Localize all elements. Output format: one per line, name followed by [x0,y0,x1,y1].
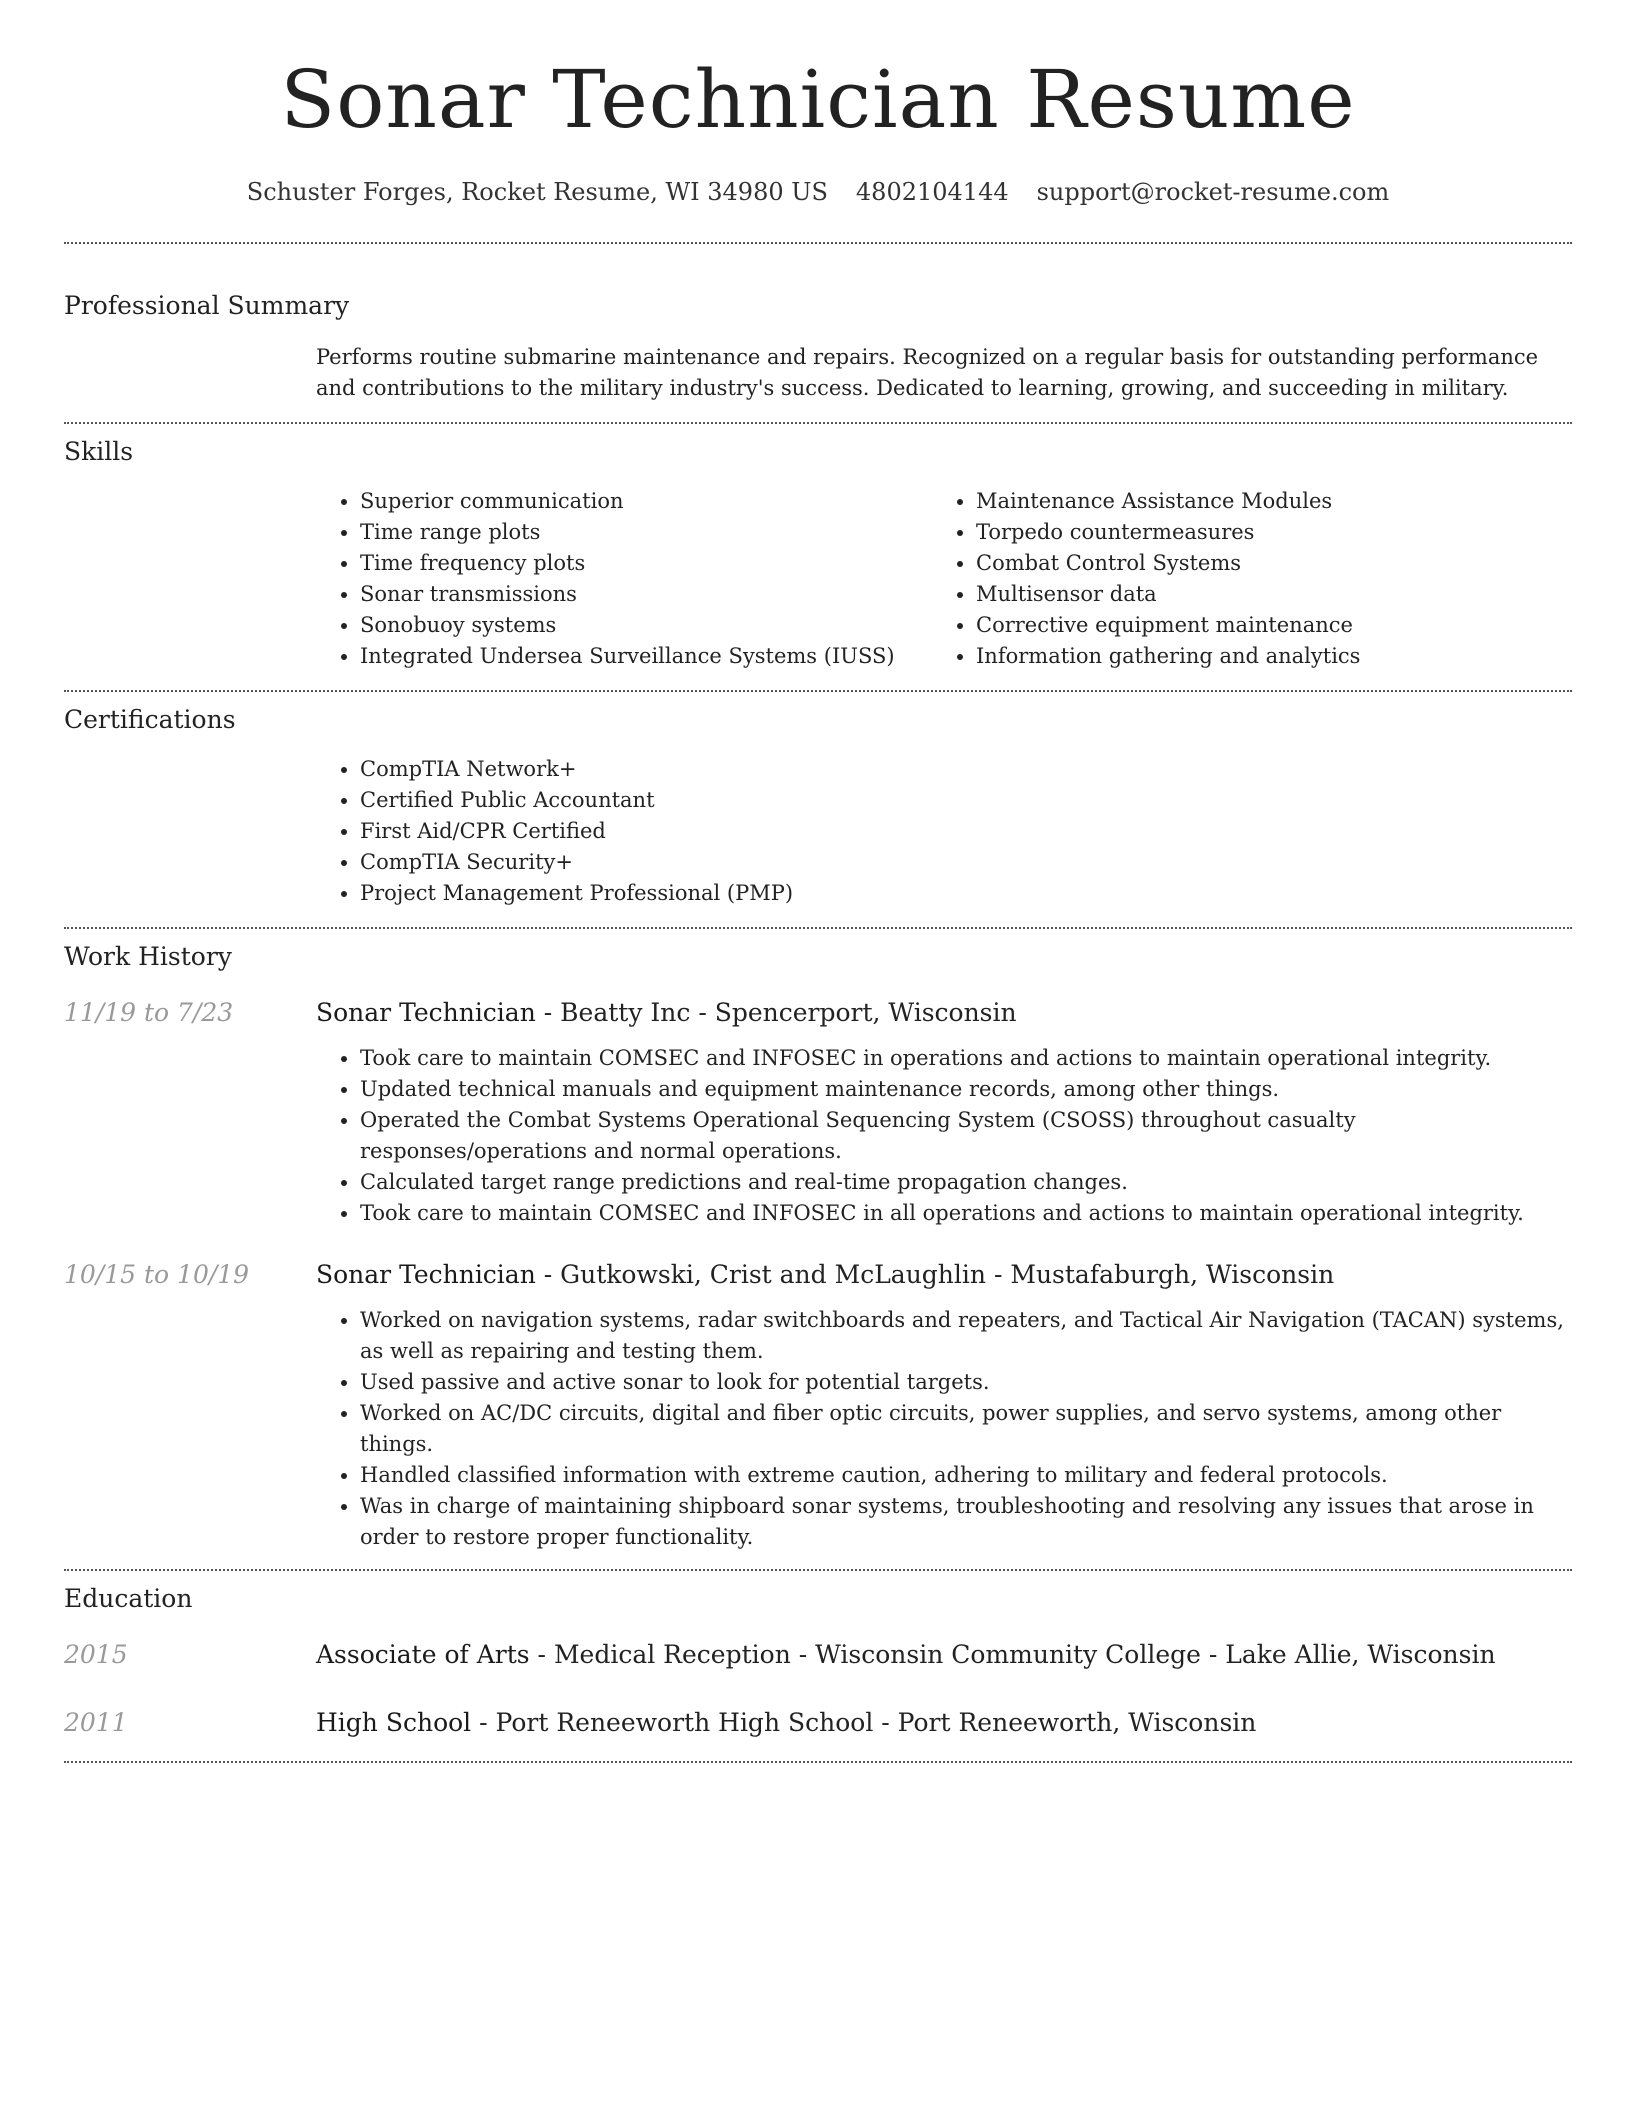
certifications-heading: Certifications [64,705,236,734]
skills-column-2 [932,486,1532,672]
certification-item: • CompTIA Security+ [360,847,1572,878]
job-dates: 10/15 to 10/19 [64,1260,250,1289]
divider [64,1761,1572,1763]
skill-item: • Maintenance Assistance Modules [976,486,1532,517]
contact-phone: 4802104144 [855,178,1009,206]
education-field: Medical Reception [553,1640,791,1669]
certification-item: • Certified Public Accountant [360,785,1572,816]
job-entry [64,1259,1572,1553]
education-year: 2011 [64,1708,128,1737]
contact-line [64,176,1572,208]
divider [64,242,1572,244]
skills-column-1 [316,486,932,672]
job-location: Mustafaburgh, Wisconsin [1010,1260,1335,1289]
education-heading-line: Associate of Arts - Medical Reception - Wisconsin Community College - Lake Allie, Wisconsin [316,1640,1496,1669]
education-entry [64,1639,1572,1671]
job-entry [64,997,1572,1229]
contact-email: support@rocket-resume.com [1036,178,1390,206]
job-bullet: • Worked on navigation systems, radar switchboards and repeaters, and Tactical Air Navigation (TACAN) systems, as well as repairing and testing them. [360,1305,1572,1367]
divider [64,1569,1572,1571]
job-dates: 11/19 to 7/23 [64,998,234,1027]
job-bullets [316,1043,1572,1229]
skills-list [316,486,1572,672]
skill-item: • Information gathering and analytics [976,641,1532,672]
education-degree: Associate of Arts [316,1640,530,1669]
job-location: Spencerport, Wisconsin [714,998,1017,1027]
job-company: Beatty Inc [560,998,691,1027]
certification-item: • CompTIA Network+ [360,754,1572,785]
summary-heading: Professional Summary [64,291,350,320]
contact-address: Schuster Forges, Rocket Resume, WI 34980 US [246,178,828,206]
job-company: Gutkowski, Crist and McLaughlin [560,1260,986,1289]
skill-item: • Superior communication [360,486,932,517]
job-heading: Sonar Technician - Gutkowski, Crist and McLaughlin - Mustafaburgh, Wisconsin [316,1260,1335,1289]
education-heading-line: High School - Port Reneeworth High School - Port Reneeworth, Wisconsin [316,1708,1257,1737]
education-year: 2015 [64,1640,128,1669]
skills-heading: Skills [64,437,134,466]
job-bullet: • Operated the Combat Systems Operational Sequencing System (CSOSS) throughout casualty responses/operations and normal operations. [360,1105,1572,1167]
job-bullet: • Updated technical manuals and equipment maintenance records, among other things. [360,1074,1572,1105]
job-bullet: • Took care to maintain COMSEC and INFOSEC in all operations and actions to maintain operational integrity. [360,1198,1572,1229]
education-location: Port Reneeworth, Wisconsin [897,1708,1257,1737]
job-bullet: • Took care to maintain COMSEC and INFOSEC in operations and actions to maintain operational integrity. [360,1043,1572,1074]
skill-item: • Corrective equipment maintenance [976,610,1532,641]
education-school: Port Reneeworth High School [495,1708,874,1737]
skill-item: • Combat Control Systems [976,548,1532,579]
skill-item: • Sonobuoy systems [360,610,932,641]
education-heading: Education [64,1584,193,1613]
summary-text: Performs routine submarine maintenance and repairs. Recognized on a regular basis for outstanding performance and contributions to the military industry's success. Dedicated to learning, growing, and succeeding in military. [316,345,1539,400]
job-bullet: • Handled classified information with extreme caution, adhering to military and federal protocols. [360,1460,1572,1491]
education-location: Lake Allie, Wisconsin [1225,1640,1496,1669]
skill-item: • Sonar transmissions [360,579,932,610]
job-title: Sonar Technician [316,1260,536,1289]
certification-item: • First Aid/CPR Certified [360,816,1572,847]
education-degree: High School [316,1708,472,1737]
skill-item: • Time range plots [360,517,932,548]
job-bullet: • Used passive and active sonar to look for potential targets. [360,1367,1572,1398]
certifications-list [316,754,1572,909]
job-bullet: • Worked on AC/DC circuits, digital and fiber optic circuits, power supplies, and servo systems, among other things. [360,1398,1572,1460]
resume-title: Sonar Technician Resume [280,53,1356,146]
divider [64,690,1572,692]
job-bullet: • Calculated target range predictions and real-time propagation changes. [360,1167,1572,1198]
certification-item: • Project Management Professional (PMP) [360,878,1572,909]
work-history-heading: Work History [64,942,232,971]
divider [64,927,1572,929]
education-school: Wisconsin Community College [815,1640,1201,1669]
education-entry [64,1707,1572,1739]
resume-page [64,0,1572,1763]
divider [64,422,1572,424]
job-title: Sonar Technician [316,998,536,1027]
skill-item: • Torpedo countermeasures [976,517,1532,548]
skill-item: • Multisensor data [976,579,1532,610]
skill-item: • Time frequency plots [360,548,932,579]
skill-item: • Integrated Undersea Surveillance Systems (IUSS) [360,641,932,672]
job-bullet: • Was in charge of maintaining shipboard sonar systems, troubleshooting and resolving any issues that arose in order to restore proper functionality. [360,1491,1572,1553]
job-bullets [316,1305,1572,1553]
job-heading: Sonar Technician - Beatty Inc - Spencerport, Wisconsin [316,998,1017,1027]
